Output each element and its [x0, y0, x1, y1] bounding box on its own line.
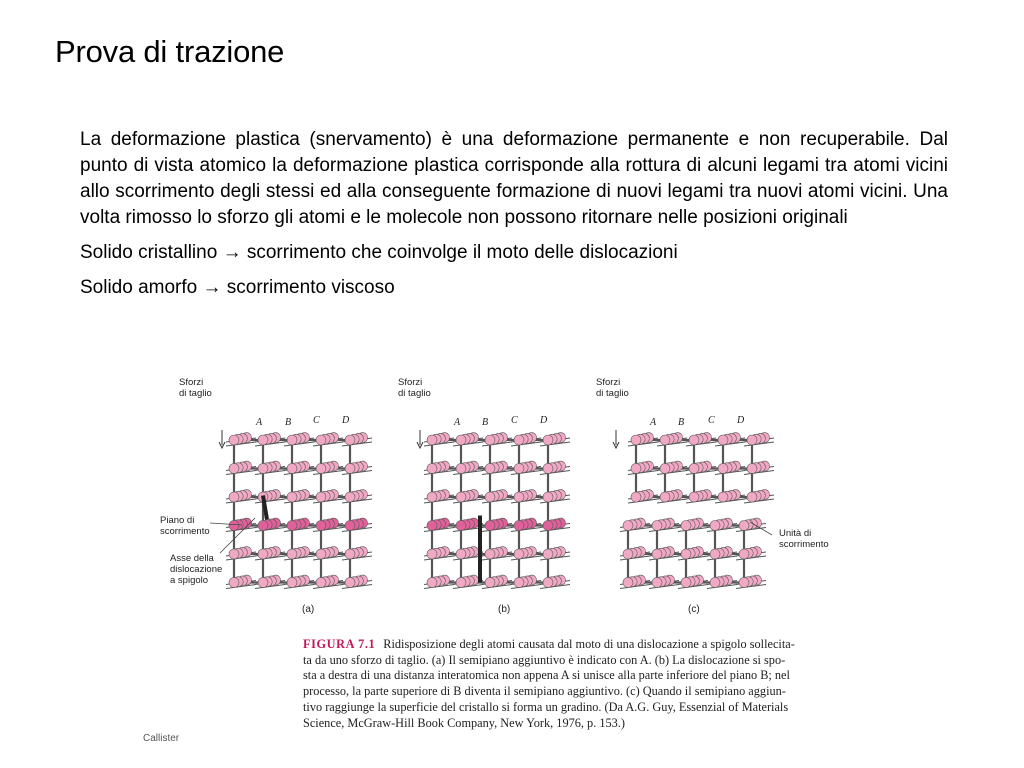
- atom: [689, 492, 699, 502]
- atom: [258, 578, 268, 588]
- atom: [689, 464, 699, 474]
- atom: [427, 521, 437, 531]
- atom: [660, 435, 670, 445]
- atom: [689, 435, 699, 445]
- column-label-c-d: D: [737, 415, 745, 426]
- paragraph-crystalline-solid: Solido cristallino → scorrimento che coinvolge il moto delle dislocazioni: [80, 242, 678, 263]
- atom: [747, 464, 757, 474]
- caption-line-3: sta a destra di una distanza interatomica non appena A si unisce alla parte inferiore del piano B; nel: [303, 668, 790, 683]
- column-label-a-b: B: [285, 417, 292, 428]
- atom: [710, 549, 720, 559]
- atom: [681, 578, 691, 588]
- column-label-c-b: B: [678, 417, 685, 428]
- atom: [514, 578, 524, 588]
- atom: [456, 521, 466, 531]
- atom: [258, 464, 268, 474]
- body-text: [80, 127, 948, 301]
- atom: [681, 521, 691, 531]
- atom: [287, 492, 297, 502]
- caption-line-2: ta da uno sforzo di taglio. (a) Il semipiano aggiuntivo è indicato con A. (b) La dislocazione si spo-: [303, 652, 786, 667]
- atom: [718, 492, 728, 502]
- atom: [316, 549, 326, 559]
- column-label-a-a: A: [256, 417, 263, 428]
- dislocation-axis-label: Asse della dislocazione a spigolo: [170, 553, 223, 586]
- atom: [229, 464, 239, 474]
- atom: [623, 549, 633, 559]
- atom: [710, 578, 720, 588]
- shear-stress-label-c: Sforzi di taglio: [596, 377, 629, 399]
- atom: [258, 521, 268, 531]
- atom: [681, 549, 691, 559]
- atom: [229, 492, 239, 502]
- atom: [316, 464, 326, 474]
- atom: [652, 521, 662, 531]
- atom: [543, 492, 553, 502]
- atom: [514, 521, 524, 531]
- shear-stress-label-a: Sforzi di taglio: [179, 377, 212, 399]
- column-label-a-d: D: [342, 415, 350, 426]
- atom: [258, 435, 268, 445]
- atom: [456, 578, 466, 588]
- atom: [631, 492, 641, 502]
- atom: [345, 464, 355, 474]
- atom: [747, 492, 757, 502]
- atom: [514, 464, 524, 474]
- atom: [739, 549, 749, 559]
- atom: [623, 578, 633, 588]
- atom: [287, 578, 297, 588]
- atom: [427, 464, 437, 474]
- atom: [543, 578, 553, 588]
- atom: [739, 521, 749, 531]
- atom: [747, 435, 757, 445]
- atom: [287, 521, 297, 531]
- atom: [287, 464, 297, 474]
- slip-unit-label: Unità di scorrimento: [779, 528, 829, 550]
- panel-label-a: (a): [302, 604, 315, 615]
- column-label-a-c: C: [313, 415, 320, 426]
- atom: [345, 521, 355, 531]
- atom: [229, 578, 239, 588]
- column-label-c-a: A: [650, 417, 657, 428]
- figure-caption: [303, 637, 843, 731]
- atom: [543, 435, 553, 445]
- column-label-c-c: C: [708, 415, 715, 426]
- atom: [543, 521, 553, 531]
- atom: [316, 521, 326, 531]
- atom: [485, 464, 495, 474]
- column-label-b-d: D: [540, 415, 548, 426]
- caption-line-1: FIGURA 7.1 Ridisposizione degli atomi causata dal moto di una dislocazione a spigolo sollecita-: [303, 637, 795, 651]
- atom: [652, 549, 662, 559]
- atom: [718, 435, 728, 445]
- atom: [485, 492, 495, 502]
- column-label-b-b: B: [482, 417, 489, 428]
- cut-off-credit: Callister: [143, 733, 180, 744]
- paragraph-amorphous-solid: Solido amorfo → scorrimento viscoso: [80, 277, 395, 298]
- atom: [718, 464, 728, 474]
- atom: [345, 549, 355, 559]
- atom: [739, 578, 749, 588]
- atom: [287, 549, 297, 559]
- atom: [710, 521, 720, 531]
- caption-line-5: tivo raggiunge la superficie del cristallo si forma un gradino. (Da A.G. Guy, Essenzial of Materials: [303, 699, 789, 714]
- shear-stress-label-b: Sforzi di taglio: [398, 377, 431, 399]
- atom: [660, 464, 670, 474]
- atom: [316, 435, 326, 445]
- atom: [514, 549, 524, 559]
- atom: [345, 435, 355, 445]
- caption-line-4: processo, la parte superiore di B diventa il semipiano aggiuntivo. (c) Quando il semipiano aggiun-: [303, 684, 786, 699]
- atom: [456, 492, 466, 502]
- atom: [427, 492, 437, 502]
- atom: [427, 549, 437, 559]
- atom: [514, 492, 524, 502]
- atom: [652, 578, 662, 588]
- atom: [485, 549, 495, 559]
- column-label-b-c: C: [511, 415, 518, 426]
- atom: [631, 435, 641, 445]
- lattice-illustration: [150, 365, 850, 625]
- atom: [456, 464, 466, 474]
- atom: [543, 464, 553, 474]
- caption-line-6: Science, McGraw-Hill Book Company, New York, 1976, p. 153.): [303, 715, 625, 730]
- atom: [456, 435, 466, 445]
- atom: [229, 435, 239, 445]
- atom: [514, 435, 524, 445]
- atom: [229, 549, 239, 559]
- atom: [427, 578, 437, 588]
- panel-label-b: (b): [498, 604, 511, 615]
- atom: [287, 435, 297, 445]
- atom: [258, 549, 268, 559]
- atom: [660, 492, 670, 502]
- atom: [316, 578, 326, 588]
- atom: [345, 492, 355, 502]
- slide-title: Prova di trazione: [55, 34, 285, 69]
- atom: [316, 492, 326, 502]
- panel-label-c: (c): [688, 604, 700, 615]
- atom: [427, 435, 437, 445]
- atom: [485, 521, 495, 531]
- atom: [543, 549, 553, 559]
- slip-plane-label: Piano di scorrimento: [160, 515, 210, 537]
- atom: [345, 578, 355, 588]
- figure-number: FIGURA 7.1: [303, 637, 376, 651]
- atom: [631, 464, 641, 474]
- atom: [623, 521, 633, 531]
- paragraph-plastic-deformation: La deformazione plastica (snervamento) è una deformazione permanente e non recuperabile. Dal punto di vista atomico la deformazione plastica corrisponde alla rottura di alcuni legami tra atomi vicini allo scorrimento degli stessi ed alla conseguente formazione di nuovi legami tra nuovi atomi vicini. Una volta rimosso lo sforzo gli atomi e le molecole non possono ritornare nelle posizioni originali: [80, 129, 948, 228]
- atom: [456, 549, 466, 559]
- atom: [229, 521, 239, 531]
- edge-dislocation-figure: [143, 365, 850, 744]
- atom: [485, 578, 495, 588]
- column-label-b-a: A: [454, 417, 461, 428]
- atom: [485, 435, 495, 445]
